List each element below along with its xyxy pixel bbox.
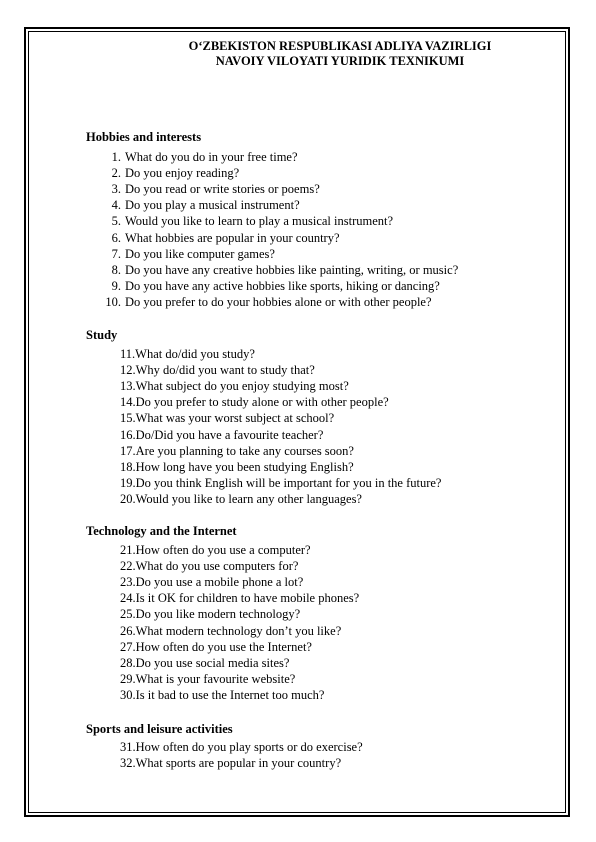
question-text: What sports are popular in your country? bbox=[135, 756, 342, 771]
question-number: 11. bbox=[120, 347, 136, 361]
question-number: 32. bbox=[120, 756, 136, 771]
section-heading: Hobbies and interests bbox=[86, 130, 202, 144]
question-item bbox=[120, 411, 334, 426]
question-item bbox=[120, 559, 298, 574]
question-number: 3. bbox=[111, 182, 121, 197]
question-text: What was your worst subject at school? bbox=[135, 411, 335, 426]
question-item bbox=[120, 543, 311, 558]
question-number: 27. bbox=[120, 639, 136, 654]
question-item bbox=[120, 363, 315, 378]
question-number: 10. bbox=[105, 294, 121, 309]
question-text: How often do you use a computer? bbox=[135, 543, 311, 557]
question-text: Would you like to learn any other languages? bbox=[135, 491, 362, 506]
question-number: 12. bbox=[120, 363, 136, 378]
question-number: 22. bbox=[120, 559, 136, 574]
question-item bbox=[120, 575, 303, 590]
question-text: What do/did you study? bbox=[135, 347, 255, 361]
question-number: 17. bbox=[120, 443, 136, 458]
question-text: What modern technology don’t you like? bbox=[135, 623, 342, 638]
question-text: Why do/did you want to study that? bbox=[135, 363, 315, 378]
question-text: What do you do in your free time? bbox=[125, 150, 298, 164]
question-text: Do you like modern technology? bbox=[135, 607, 301, 622]
question-number: 30. bbox=[120, 687, 136, 702]
question-item bbox=[96, 295, 432, 310]
section-heading: Study bbox=[86, 328, 118, 342]
header-institution: NAVOIY VILOYATI YURIDIK TEXNIKUMI bbox=[215, 54, 465, 68]
question-item bbox=[120, 688, 324, 703]
question-number: 23. bbox=[120, 575, 136, 590]
question-number: 18. bbox=[120, 459, 136, 474]
question-text: Is it OK for children to have mobile phones? bbox=[135, 591, 360, 606]
question-number: 19. bbox=[120, 475, 136, 490]
question-text: Are you planning to take any courses soon? bbox=[135, 443, 354, 458]
question-item bbox=[96, 198, 300, 213]
question-item bbox=[96, 263, 458, 278]
question-number: 13. bbox=[120, 379, 136, 394]
question-text: Is it bad to use the Internet too much? bbox=[135, 687, 325, 702]
question-item bbox=[120, 756, 341, 771]
question-number: 21. bbox=[120, 543, 136, 557]
question-text: How often do you play sports or do exercise? bbox=[135, 740, 363, 754]
question-item bbox=[120, 379, 349, 394]
question-number: 6. bbox=[111, 230, 121, 245]
question-text: Do you like computer games? bbox=[125, 246, 275, 261]
header-ministry: O‘ZBEKISTON RESPUBLIKASI ADLIYA VAZIRLIGI bbox=[188, 39, 492, 53]
question-text: Do you have any creative hobbies like painting, writing, or music? bbox=[125, 262, 459, 277]
question-number: 14. bbox=[120, 395, 136, 410]
question-text: Do you enjoy reading? bbox=[125, 166, 240, 181]
question-number: 15. bbox=[120, 411, 136, 426]
question-text: Do you have any active hobbies like sports, hiking or dancing? bbox=[125, 278, 440, 293]
question-item bbox=[120, 444, 354, 459]
question-text: How long have you been studying English? bbox=[135, 459, 354, 474]
question-number: 16. bbox=[120, 427, 136, 442]
question-text: What hobbies are popular in your country? bbox=[125, 230, 340, 245]
question-item bbox=[96, 166, 239, 181]
question-item bbox=[96, 247, 275, 262]
question-text: Do you prefer to do your hobbies alone or with other people? bbox=[125, 294, 432, 309]
question-number: 2. bbox=[111, 166, 121, 181]
question-item bbox=[120, 672, 295, 687]
question-item bbox=[96, 182, 320, 197]
question-item bbox=[120, 624, 341, 639]
question-number: 7. bbox=[111, 246, 121, 261]
question-number: 20. bbox=[120, 491, 136, 506]
question-item bbox=[96, 279, 440, 294]
question-text: What do you use computers for? bbox=[135, 559, 299, 574]
question-item bbox=[96, 214, 393, 229]
document-header bbox=[150, 39, 530, 69]
question-item bbox=[120, 476, 441, 491]
question-number: 31. bbox=[120, 740, 136, 754]
section-heading: Technology and the Internet bbox=[86, 524, 237, 538]
question-number: 4. bbox=[111, 198, 121, 213]
question-number: 26. bbox=[120, 623, 136, 638]
question-number: 8. bbox=[111, 262, 121, 277]
question-item bbox=[120, 607, 300, 622]
question-item bbox=[120, 740, 363, 755]
question-number: 29. bbox=[120, 671, 136, 686]
question-item bbox=[120, 656, 289, 671]
question-text: Do/Did you have a favourite teacher? bbox=[135, 427, 324, 442]
question-item bbox=[96, 150, 298, 165]
question-text: What subject do you enjoy studying most? bbox=[135, 379, 349, 394]
question-item bbox=[120, 492, 362, 507]
question-item bbox=[120, 395, 389, 410]
question-number: 9. bbox=[111, 278, 121, 293]
question-item bbox=[120, 347, 255, 362]
question-text: Do you read or write stories or poems? bbox=[125, 182, 320, 197]
question-number: 28. bbox=[120, 655, 136, 670]
question-item bbox=[120, 591, 359, 606]
question-number: 1. bbox=[111, 150, 121, 164]
question-item bbox=[120, 460, 354, 475]
section-heading: Sports and leisure activities bbox=[86, 722, 233, 736]
question-text: What is your favourite website? bbox=[135, 671, 296, 686]
question-number: 25. bbox=[120, 607, 136, 622]
question-item bbox=[120, 640, 312, 655]
question-text: Do you use social media sites? bbox=[135, 655, 290, 670]
question-text: Do you use a mobile phone a lot? bbox=[135, 575, 304, 590]
question-text: Do you think English will be important for you in the future? bbox=[135, 475, 442, 490]
question-item bbox=[96, 231, 340, 246]
question-text: Do you prefer to study alone or with other people? bbox=[135, 395, 389, 410]
question-text: Do you play a musical instrument? bbox=[125, 198, 300, 213]
question-text: How often do you use the Internet? bbox=[135, 639, 312, 654]
question-number: 5. bbox=[111, 214, 121, 229]
question-text: Would you like to learn to play a musical instrument? bbox=[125, 214, 394, 229]
question-item bbox=[120, 428, 323, 443]
question-number: 24. bbox=[120, 591, 136, 606]
